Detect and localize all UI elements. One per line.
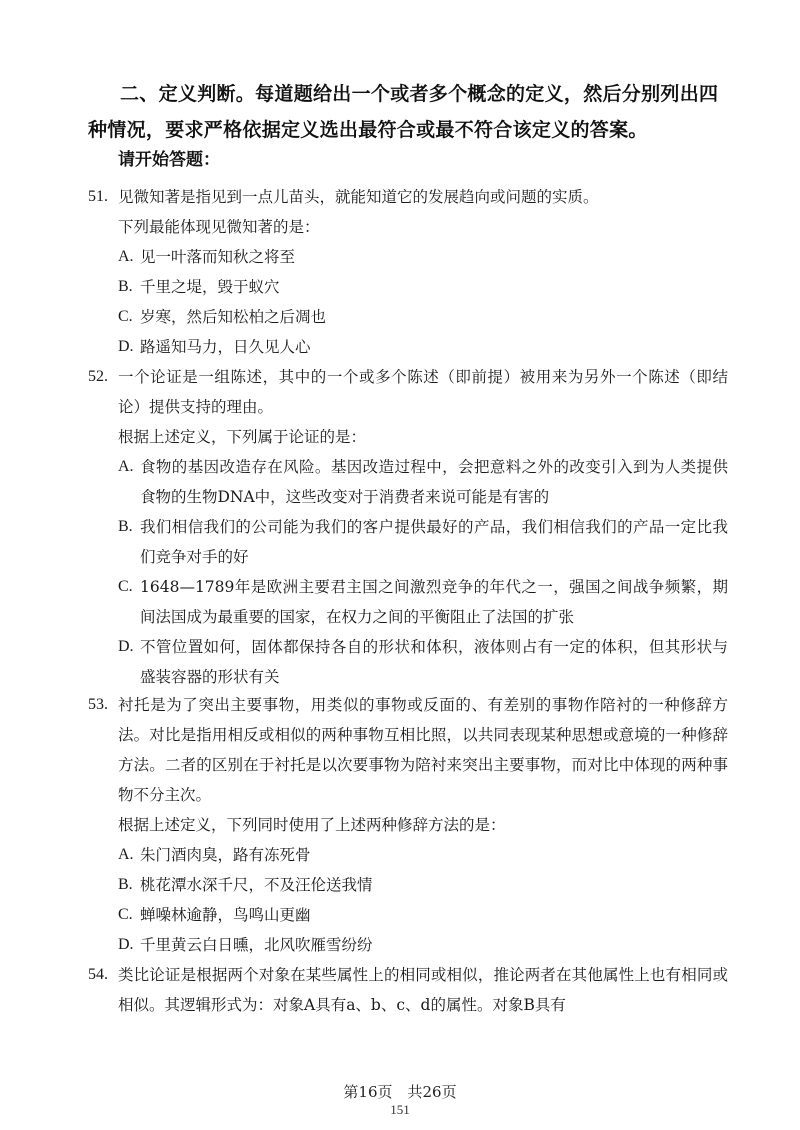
section-heading: 二、定义判断。每道题给出一个或者多个概念的定义，然后分别列出四种情况，要求严格依据定义选出最符合或最不符合该定义的答案。 — [88, 83, 719, 141]
question-53 — [88, 690, 728, 960]
option-letter: A. — [118, 458, 134, 475]
option-letter: B. — [118, 278, 133, 295]
question-stem — [88, 960, 728, 1020]
option-letter: B. — [118, 876, 133, 893]
option-text: 千里之堤，毁于蚁穴 — [140, 278, 280, 296]
option-b — [88, 870, 728, 900]
question-stem-text: 见微知著是指见到一点儿苗头，就能知道它的发展趋向或问题的实质。 — [118, 188, 599, 206]
start-label: 请开始答题： — [118, 150, 220, 170]
option-letter: C. — [118, 906, 133, 923]
option-letter: D. — [118, 638, 134, 655]
question-stem — [88, 362, 728, 422]
question-prompt: 根据上述定义，下列同时使用了上述两种修辞方法的是： — [118, 816, 506, 834]
question-number: 51. — [88, 188, 108, 205]
option-text: 朱门酒肉臭，路有冻死骨 — [140, 846, 311, 864]
question-52 — [88, 362, 728, 692]
question-prompt: 根据上述定义，下列属于论证的是： — [118, 428, 367, 446]
option-c — [88, 302, 728, 332]
option-text: 食物的基因改造存在风险。基因改造过程中，会把意料之外的改变引入到为人类提供食物的生物DNA中，这些改变对于消费者来说可能是有害的 — [140, 458, 728, 506]
option-text: 1648—1789年是欧洲主要君主国之间激烈竞争的年代之一，强国之间战争频繁，期间法国成为最重要的国家，在权力之间的平衡阻止了法国的扩张 — [140, 578, 728, 626]
question-54 — [88, 960, 728, 1020]
option-text: 我们相信我们的公司能为我们的客户提供最好的产品，我们相信我们的产品一定比我们竞争对手的好 — [140, 518, 728, 566]
page-footer-label: 第16页 共26页 — [343, 1083, 457, 1101]
option-letter: A. — [118, 846, 134, 863]
option-text: 路遥知马力，日久见人心 — [140, 338, 311, 356]
question-stem-text: 一个论证是一组陈述，其中的一个或多个陈述（即前提）被用来为另外一个陈述（即结论）提供支持的理由。 — [118, 368, 728, 416]
option-letter: D. — [118, 936, 134, 953]
option-d — [88, 632, 728, 692]
option-a — [88, 242, 728, 272]
question-number: 53. — [88, 696, 108, 713]
option-letter: C. — [118, 308, 133, 325]
option-text: 见一叶落而知秋之将至 — [140, 248, 296, 266]
option-c — [88, 572, 728, 632]
sheet-number: 151 — [390, 1102, 410, 1117]
option-letter: C. — [118, 578, 133, 595]
option-text: 桃花潭水深千尺，不及汪伦送我情 — [140, 876, 373, 894]
option-c — [88, 900, 728, 930]
option-text: 岁寒，然后知松柏之后凋也 — [140, 308, 327, 326]
option-letter: D. — [118, 338, 134, 355]
question-number: 54. — [88, 966, 108, 983]
option-text: 千里黄云白日曛，北风吹雁雪纷纷 — [140, 936, 373, 954]
option-a — [88, 452, 728, 512]
option-b — [88, 272, 728, 302]
question-51 — [88, 182, 728, 362]
question-number: 52. — [88, 368, 108, 385]
option-text: 蝉噪林逾静，鸟鸣山更幽 — [140, 906, 311, 924]
question-stem-text: 类比论证是根据两个对象在某些属性上的相同或相似，推论两者在其他属性上也有相同或相似。其逻辑形式为：对象A具有a、b、c、d的属性。对象B具有 — [118, 966, 728, 1014]
option-a — [88, 840, 728, 870]
option-letter: B. — [118, 518, 133, 535]
question-stem-text: 衬托是为了突出主要事物，用类似的事物或反面的、有差别的事物作陪衬的一种修辞方法。对比是指用相反或相似的两种事物互相比照，以共同表现某种思想或意境的一种修辞方法。二者的区别在于衬托是以次要事物为陪衬来突出主要事物，而对比中体现的两种事物不分主次。 — [118, 696, 728, 804]
option-b — [88, 512, 728, 572]
option-d — [88, 930, 728, 960]
question-stem — [88, 690, 728, 810]
question-stem — [88, 182, 728, 212]
option-text: 不管位置如何，固体都保持各自的形状和体积，液体则占有一定的体积，但其形状与盛装容器的形状有关 — [140, 638, 728, 686]
option-d — [88, 332, 728, 362]
option-letter: A. — [118, 248, 134, 265]
question-prompt: 下列最能体现见微知著的是： — [118, 218, 320, 236]
